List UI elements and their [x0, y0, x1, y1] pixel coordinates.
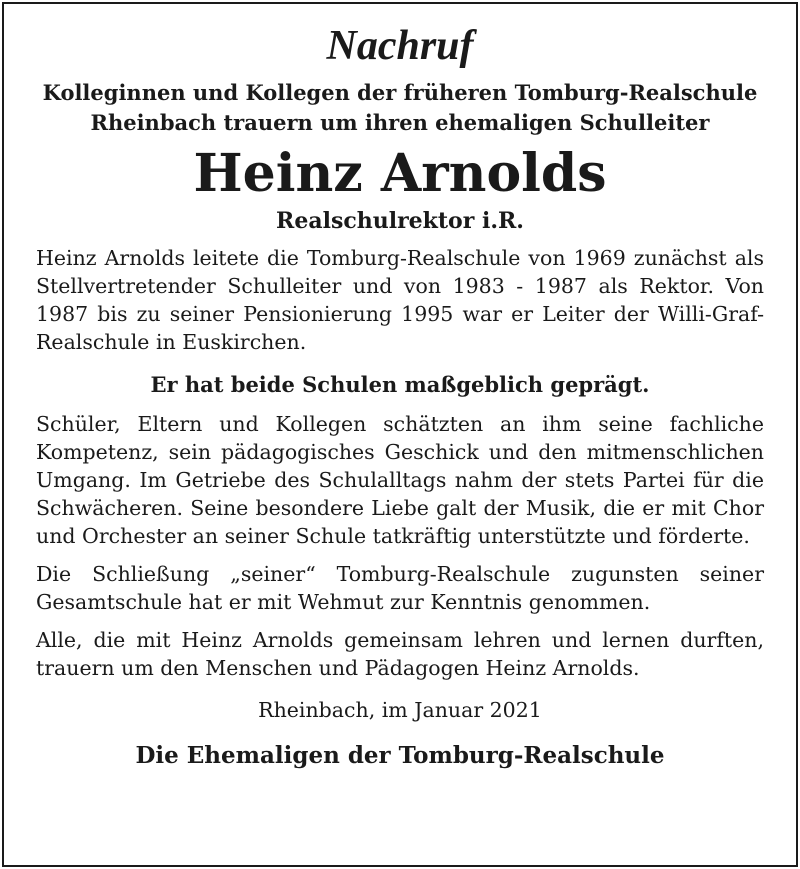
emphasis-line: Er hat beide Schulen maßgeblich geprägt.: [150, 372, 650, 397]
deceased-name: Heinz Arnolds: [193, 143, 607, 204]
notice-heading: Nachruf: [326, 23, 474, 69]
tribute-paragraph: Schüler, Eltern und Kollegen schätzten an ihm seine fachliche Kompetenz, sein pädagogisches Geschick und den mitmenschlichen Umgang. Im Getriebe des Schulalltags nahm der stets Partei für die Schwächeren. Seine besondere Liebe galt der Musik, die er mit Chor und Orchester an seiner Schule tatkräftig unterstützte und förderte.: [36, 412, 764, 548]
biography-paragraph: Heinz Arnolds leitete die Tomburg-Realschule von 1969 zunächst als Stellvertretender Schulleiter und von 1983 - 1987 als Rektor. Von 1987 bis zu seiner Pensionierung 1995 war er Leiter der Willi-Graf-Realschule in Euskirchen.: [36, 246, 764, 354]
intro-line-1: Kolleginnen und Kollegen der früheren Tomburg-Realschule: [42, 80, 758, 105]
place-and-date: Rheinbach, im Januar 2021: [258, 698, 542, 722]
obituary-notice: [36, 18, 764, 772]
signature-line: Die Ehemaligen der Tomburg-Realschule: [135, 742, 665, 769]
closure-paragraph: Die Schließung „seiner“ Tomburg-Realschule zugunsten seiner Gesamtschule hat er mit Wehmut zur Kenntnis genommen.: [36, 562, 764, 614]
intro-line-2: Rheinbach trauern um ihren ehemaligen Schulleiter: [90, 110, 710, 135]
mourning-paragraph: Alle, die mit Heinz Arnolds gemeinsam lehren und lernen durften, trauern um den Menschen und Pädagogen Heinz Arnolds.: [36, 628, 764, 680]
deceased-title: Realschulrektor i.R.: [276, 208, 524, 234]
